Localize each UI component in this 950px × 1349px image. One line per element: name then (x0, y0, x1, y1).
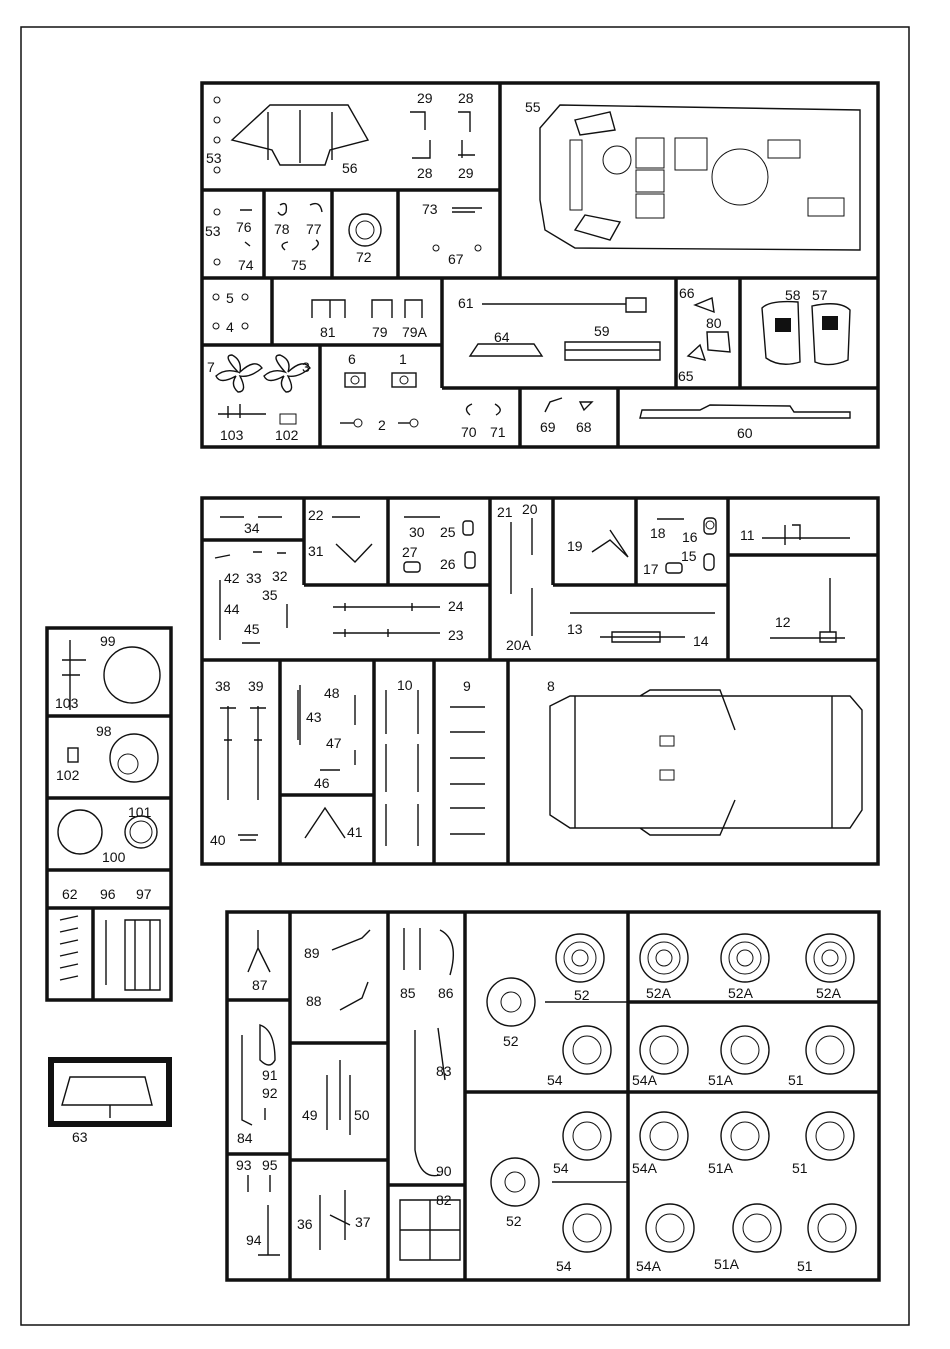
part-label: 51 (797, 1258, 813, 1274)
part-label: 49 (302, 1107, 318, 1123)
part-label: 102 (56, 767, 80, 783)
part-label: 52 (574, 987, 590, 1003)
part-label: 86 (438, 985, 454, 1001)
part-label: 79A (402, 324, 427, 340)
part-label: 62 (62, 886, 78, 902)
part-label: 28 (458, 90, 474, 106)
part-label: 44 (224, 601, 240, 617)
part-label: 52A (728, 985, 753, 1001)
part-label: 45 (244, 621, 260, 637)
part-label: 83 (436, 1063, 452, 1079)
part-label: 48 (324, 685, 340, 701)
part-label: 53 (205, 223, 221, 239)
part-label: 73 (422, 201, 438, 217)
part-label: 69 (540, 419, 556, 435)
part-label: 63 (72, 1129, 88, 1145)
part-label: 20 (522, 501, 538, 517)
part-label: 99 (100, 633, 116, 649)
part-label: 85 (400, 985, 416, 1001)
part-label: 35 (262, 587, 278, 603)
part-label: 8 (547, 678, 555, 694)
part-label: 1 (399, 351, 407, 367)
part-label: 74 (238, 257, 254, 273)
part-label: 58 (785, 287, 801, 303)
part-label: 92 (262, 1085, 278, 1101)
part-label: 52 (506, 1213, 522, 1229)
part-label: 93 (236, 1157, 252, 1173)
part-label: 54 (556, 1258, 572, 1274)
part-label: 54A (632, 1072, 657, 1088)
part-label: 24 (448, 598, 464, 614)
part-label: 51A (714, 1256, 739, 1272)
part-label: 3 (302, 359, 310, 375)
part-label: 20A (506, 637, 531, 653)
part-label: 60 (737, 425, 753, 441)
part-label: 103 (220, 427, 244, 443)
part-label: 22 (308, 507, 324, 523)
frame-4 (51, 1060, 169, 1124)
part-label: 5 (226, 290, 234, 306)
part-label: 34 (244, 520, 260, 536)
part-label: 88 (306, 993, 322, 1009)
part-label: 91 (262, 1067, 278, 1083)
part-label: 78 (274, 221, 290, 237)
part-label: 56 (342, 160, 358, 176)
part-label: 14 (693, 633, 709, 649)
part-label: 94 (246, 1232, 262, 1248)
part-label: 16 (682, 529, 698, 545)
part-label: 72 (356, 249, 372, 265)
part-label: 52 (503, 1033, 519, 1049)
part-label: 71 (490, 424, 506, 440)
part-label: 38 (215, 678, 231, 694)
part-label: 39 (248, 678, 264, 694)
part-label: 75 (291, 257, 307, 273)
frame-3 (47, 628, 171, 1000)
part-label: 50 (354, 1107, 370, 1123)
part-label: 7 (207, 359, 215, 375)
frame-2 (202, 498, 878, 864)
part-label: 52A (816, 985, 841, 1001)
part-label: 33 (246, 570, 262, 586)
part-label: 100 (102, 849, 126, 865)
part-labels (55, 90, 842, 1274)
part-label: 6 (348, 351, 356, 367)
part-label: 57 (812, 287, 828, 303)
part-label: 96 (100, 886, 116, 902)
part-label: 10 (397, 677, 413, 693)
part-label: 13 (567, 621, 583, 637)
part-label: 29 (458, 165, 474, 181)
part-label: 79 (372, 324, 388, 340)
part-label: 80 (706, 315, 722, 331)
part-label: 52A (646, 985, 671, 1001)
part-label: 51 (788, 1072, 804, 1088)
part-label: 54A (636, 1258, 661, 1274)
part-label: 26 (440, 556, 456, 572)
part-label: 81 (320, 324, 336, 340)
part-label: 103 (55, 695, 79, 711)
part-label: 4 (226, 319, 234, 335)
part-label: 18 (650, 525, 666, 541)
frame-5 (227, 912, 879, 1280)
part-label: 11 (740, 527, 755, 543)
part-label: 101 (128, 804, 152, 820)
part-label: 64 (494, 329, 510, 345)
part-label: 53 (206, 150, 222, 166)
part-label: 2 (378, 417, 386, 433)
part-label: 87 (252, 977, 268, 993)
part-label: 61 (458, 295, 474, 311)
part-label: 17 (643, 561, 659, 577)
part-label: 98 (96, 723, 112, 739)
part-label: 54A (632, 1160, 657, 1176)
part-label: 51 (792, 1160, 808, 1176)
part-label: 31 (308, 543, 324, 559)
part-label: 27 (402, 544, 418, 560)
part-label: 28 (417, 165, 433, 181)
part-label: 25 (440, 524, 456, 540)
part-label: 36 (297, 1216, 313, 1232)
part-label: 55 (525, 99, 541, 115)
part-label: 37 (355, 1214, 371, 1230)
part-label: 51A (708, 1072, 733, 1088)
part-label: 54 (553, 1160, 569, 1176)
part-label: 21 (497, 504, 513, 520)
part-label: 41 (347, 824, 363, 840)
part-label: 9 (463, 678, 471, 694)
part-label: 59 (594, 323, 610, 339)
part-label: 68 (576, 419, 592, 435)
part-label: 19 (567, 538, 583, 554)
part-label: 65 (678, 368, 694, 384)
part-label: 51A (708, 1160, 733, 1176)
part-label: 12 (775, 614, 791, 630)
part-label: 46 (314, 775, 330, 791)
part-label: 82 (436, 1192, 452, 1208)
part-label: 89 (304, 945, 320, 961)
part-label: 67 (448, 251, 464, 267)
part-label: 95 (262, 1157, 278, 1173)
part-label: 90 (436, 1163, 452, 1179)
part-label: 30 (409, 524, 425, 540)
part-label: 76 (236, 219, 252, 235)
part-label: 54 (547, 1072, 563, 1088)
part-label: 77 (306, 221, 322, 237)
part-label: 70 (461, 424, 477, 440)
part-label: 97 (136, 886, 152, 902)
part-label: 23 (448, 627, 464, 643)
part-label: 43 (306, 709, 322, 725)
part-label: 40 (210, 832, 226, 848)
part-label: 32 (272, 568, 288, 584)
part-label: 47 (326, 735, 342, 751)
part-label: 66 (679, 285, 695, 301)
part-label: 84 (237, 1130, 253, 1146)
part-label: 42 (224, 570, 240, 586)
part-label: 15 (681, 548, 697, 564)
part-label: 102 (275, 427, 299, 443)
part-label: 29 (417, 90, 433, 106)
